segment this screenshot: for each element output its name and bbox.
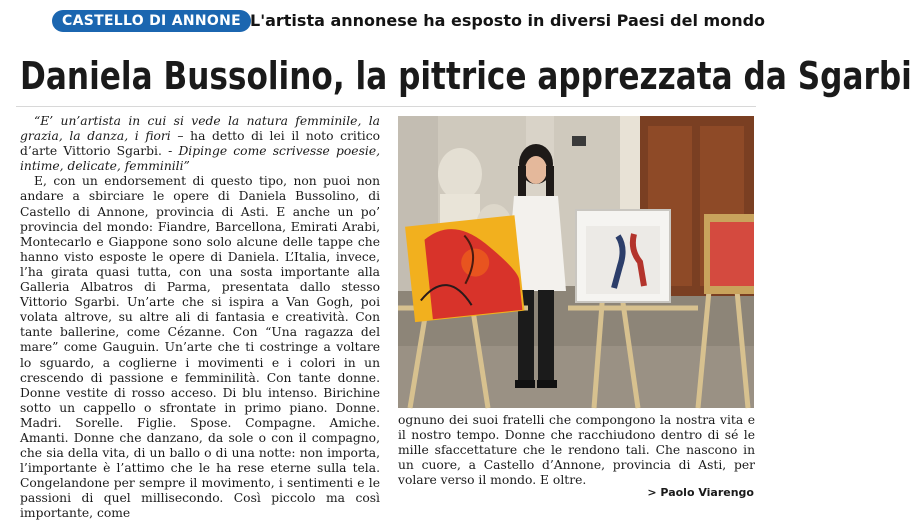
artist-photo-svg <box>398 116 754 408</box>
lead-quote-part2: Dipinge come scrivesse poesie, intime, delicate, femminili” <box>20 144 381 174</box>
subhead: L'artista annonese ha esposto in diversi Paesi del mondo <box>250 11 766 30</box>
lead-attribution: – ha detto di lei il noto critico d’arte Vittorio Sgarbi. - <box>20 129 380 159</box>
artist-photo <box>398 116 754 408</box>
byline: > Paolo Viarengo <box>647 486 754 499</box>
body-paragraph: E, con un endorsement di questo tipo, non puoi non andare a sbirciare le opere di Daniela Bussolino, di Castello di Annone, provincia di Asti. E anche un po’ provincia del mondo: Fiandre, Barcellona, Emirati Arabi, Montecarlo e Giappone sono solo alcune delle tappe che hanno visto esposte le opere di Daniela. L’Italia, invece, l’ha girata quasi tutta, con una sosta importante alla Galleria Albatros di Parma, presentata dallo stesso Vittorio Sgarbi. Un’arte che si ispira a Van Gogh, poi volata altrove, su altre ali di fantasia e creatività. Con tante ballerine, come Cézanne. Con “Una ragazza del mare” come Gauguin. Un’arte che ti costringe a voltare lo sguardo, a coglierne i movimenti e i colori in un crescendo di passione e femminilità. Con tante donne. Donne vestite di rosso acceso. Di blu intenso. Birichine sotto un cappello o sfrontate in primo piano. Donne. Madri. Sorelle. Figlie. Spose. Compagne. Amiche. Amanti. Donne che danzano, da sole o con il compagno, che sia della vita, di un ballo o di una notte: non importa, l’importante è l’attimo che le ha rese eterne sulla tela. Congelandone per sempre il movimento, i sentimenti e le passioni di quel millisecondo. Così piccolo ma così importante, come <box>20 174 380 521</box>
body-paragraph-continued: ognuno dei suoi fratelli che compongono la nostra vita e il nostro tempo. Donne che racchiudono dentro di sé le mille sfaccettature che le rendono tali. Che nascono in un cuore, a Castello d’Annone, provincia di Asti, per volare verso il mondo. E oltre. <box>398 413 755 488</box>
lead-quote <box>20 114 380 174</box>
header-strip <box>8 4 766 36</box>
article-column-right <box>398 413 755 488</box>
divider <box>16 106 756 107</box>
lead-quote-part1: “E’ un’artista in cui si vede la natura femminile, la grazia, la danza, i fiori <box>20 114 380 144</box>
section-kicker-badge: CASTELLO DI ANNONE <box>52 10 251 32</box>
headline: Daniela Bussolino, la pittrice apprezzata da Sgarbi <box>20 54 912 98</box>
article-column-left <box>20 114 380 522</box>
